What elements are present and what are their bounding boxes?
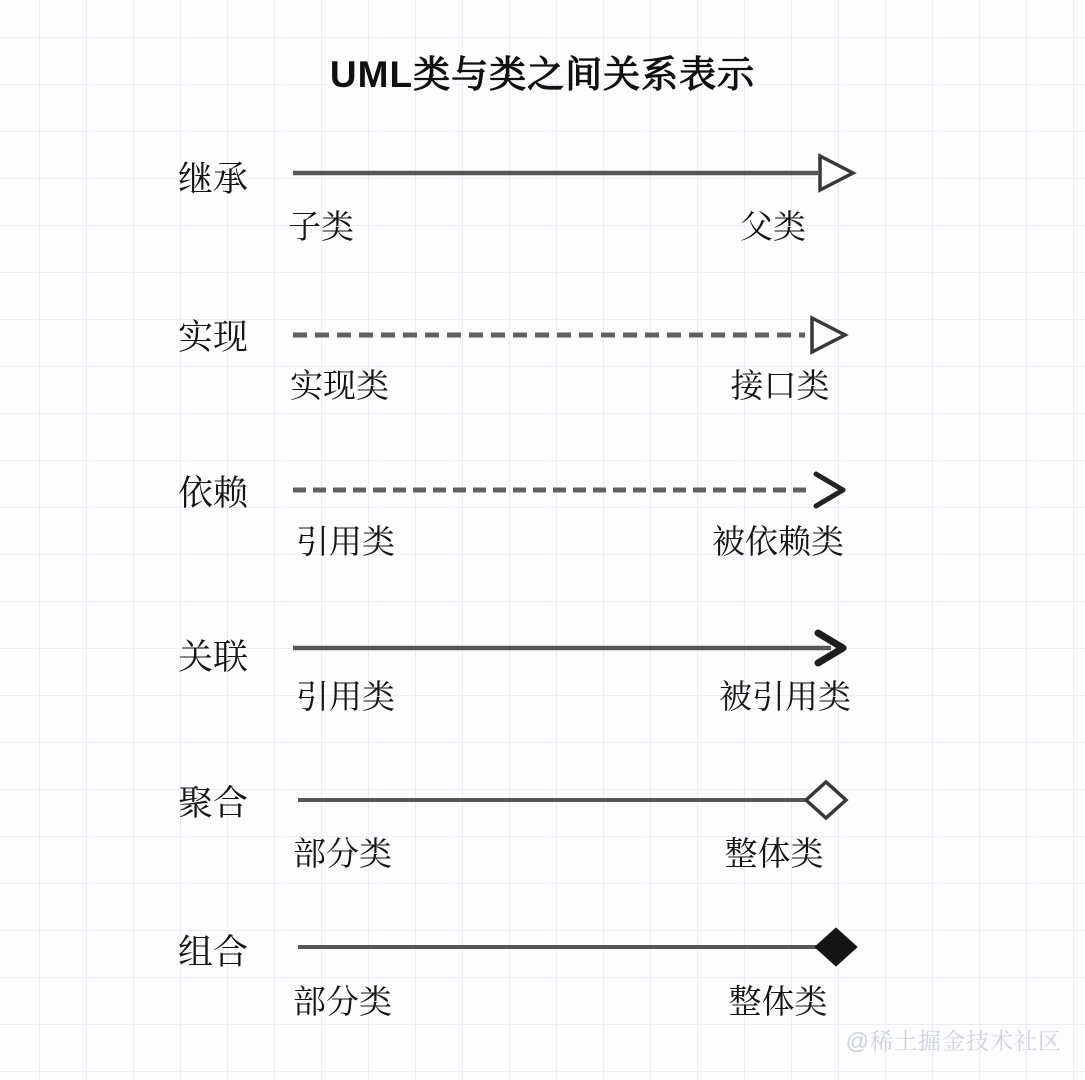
aggregation-arrow <box>291 778 861 822</box>
source-class-label: 子类 <box>288 208 354 245</box>
target-class-label: 被引用类 <box>719 678 851 715</box>
hollow-triangle-arrowhead-icon <box>812 318 845 352</box>
watermark: @稀土掘金技术社区 <box>845 1028 1062 1054</box>
dependency-arrow <box>291 468 861 512</box>
source-class-label: 引用类 <box>296 678 395 715</box>
target-class-label: 被依赖类 <box>712 523 844 560</box>
open-arrowhead-icon <box>816 474 843 506</box>
association-arrow <box>291 626 861 670</box>
target-class-label: 整体类 <box>724 835 824 872</box>
page-title: UML类与类之间关系表示 <box>329 54 756 95</box>
relationship-name-composition: 组合 <box>178 933 249 972</box>
source-class-label: 引用类 <box>296 523 395 560</box>
realization-arrow <box>291 313 861 357</box>
hollow-diamond-icon <box>806 782 846 818</box>
hollow-triangle-arrowhead-icon <box>820 156 853 190</box>
inheritance-arrow <box>291 151 861 195</box>
filled-diamond-icon <box>815 928 857 966</box>
target-class-label: 整体类 <box>728 983 828 1020</box>
relationship-name-aggregation: 聚合 <box>178 784 249 823</box>
relationship-name-realization: 实现 <box>178 318 249 357</box>
relationship-name-inheritance: 继承 <box>178 160 249 199</box>
composition-arrow <box>291 925 861 969</box>
source-class-label: 部分类 <box>293 983 392 1020</box>
source-class-label: 实现类 <box>290 367 389 404</box>
source-class-label: 部分类 <box>293 835 392 872</box>
relationship-name-dependency: 依赖 <box>178 474 249 513</box>
target-class-label: 父类 <box>740 208 806 245</box>
target-class-label: 接口类 <box>730 367 830 404</box>
relationship-name-association: 关联 <box>178 638 249 677</box>
